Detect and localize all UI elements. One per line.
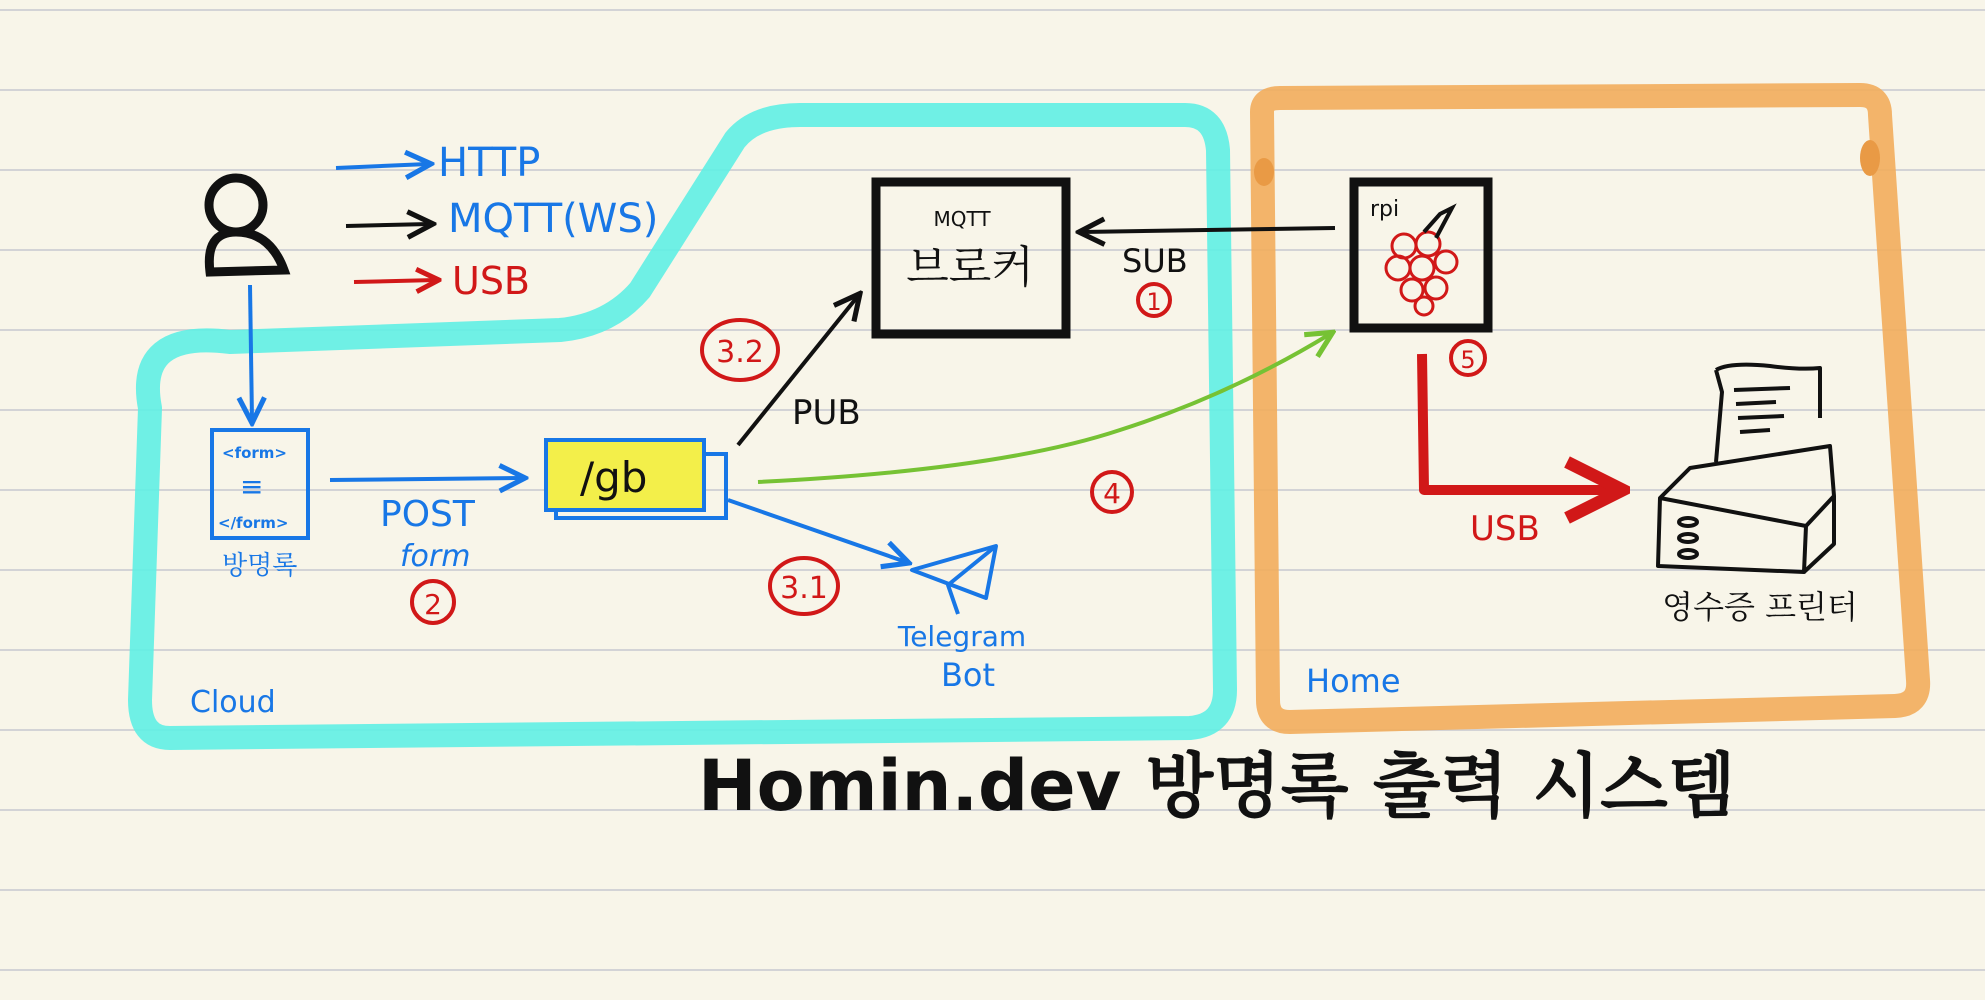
post-form-arrow bbox=[330, 478, 522, 480]
sub-label: SUB bbox=[1122, 242, 1188, 280]
form-content-glyph: ≡ bbox=[240, 470, 264, 503]
step-2-badge bbox=[412, 581, 454, 623]
broker-protocol-label: MQTT bbox=[933, 207, 991, 231]
diagram-title: Homin.dev 방명록 출력 시스템 bbox=[698, 745, 1736, 827]
svg-text:4: 4 bbox=[1103, 477, 1121, 510]
broker-label: 브로커 bbox=[906, 242, 1034, 293]
home-region-dot bbox=[1254, 158, 1274, 186]
paper-plane-icon bbox=[912, 546, 996, 614]
cloud-label: Cloud bbox=[190, 685, 276, 720]
raspberry-icon bbox=[1386, 232, 1457, 315]
form-open-tag: <form> bbox=[222, 444, 287, 462]
bot-label: Bot bbox=[940, 656, 996, 694]
legend-usb-label: USB bbox=[452, 259, 531, 303]
legend-usb-arrow bbox=[354, 280, 436, 282]
step-4-badge bbox=[1092, 472, 1132, 512]
svg-text:1: 1 bbox=[1146, 288, 1162, 316]
printer-label: 영수증 프린터 bbox=[1662, 588, 1858, 626]
svg-text:5: 5 bbox=[1460, 346, 1476, 374]
user-to-form-arrow bbox=[250, 285, 252, 420]
legend-mqtt-arrow bbox=[346, 224, 430, 226]
usb-arrow bbox=[1422, 354, 1616, 490]
user-icon bbox=[209, 178, 284, 272]
legend-http-label: HTTP bbox=[438, 140, 541, 186]
form-close-tag: </form> bbox=[218, 514, 289, 532]
telegram-arrow bbox=[728, 500, 906, 562]
post-label: POST bbox=[380, 494, 475, 535]
rpi-label: rpi bbox=[1370, 197, 1400, 222]
sub-arrow bbox=[1082, 228, 1335, 232]
telegram-label: Telegram bbox=[897, 620, 1027, 653]
receipt-printer-icon bbox=[1658, 365, 1834, 572]
home-label: Home bbox=[1306, 662, 1401, 700]
step-5-badge bbox=[1451, 341, 1485, 375]
svg-text:2: 2 bbox=[424, 588, 442, 621]
gb-endpoint-label: /gb bbox=[580, 453, 648, 502]
step-1-badge bbox=[1138, 284, 1170, 316]
legend-http-arrow bbox=[336, 164, 428, 168]
usb-label: USB bbox=[1470, 509, 1540, 549]
step-3-1-badge bbox=[770, 558, 838, 614]
pub-label: PUB bbox=[792, 393, 861, 433]
svg-text:3.1: 3.1 bbox=[780, 571, 828, 606]
home-region-dot bbox=[1860, 140, 1880, 176]
form-caption: 방명록 bbox=[222, 551, 298, 581]
form-label: form bbox=[400, 539, 471, 574]
svg-text:3.2: 3.2 bbox=[716, 335, 764, 370]
legend-mqtt-label: MQTT(WS) bbox=[448, 196, 659, 242]
